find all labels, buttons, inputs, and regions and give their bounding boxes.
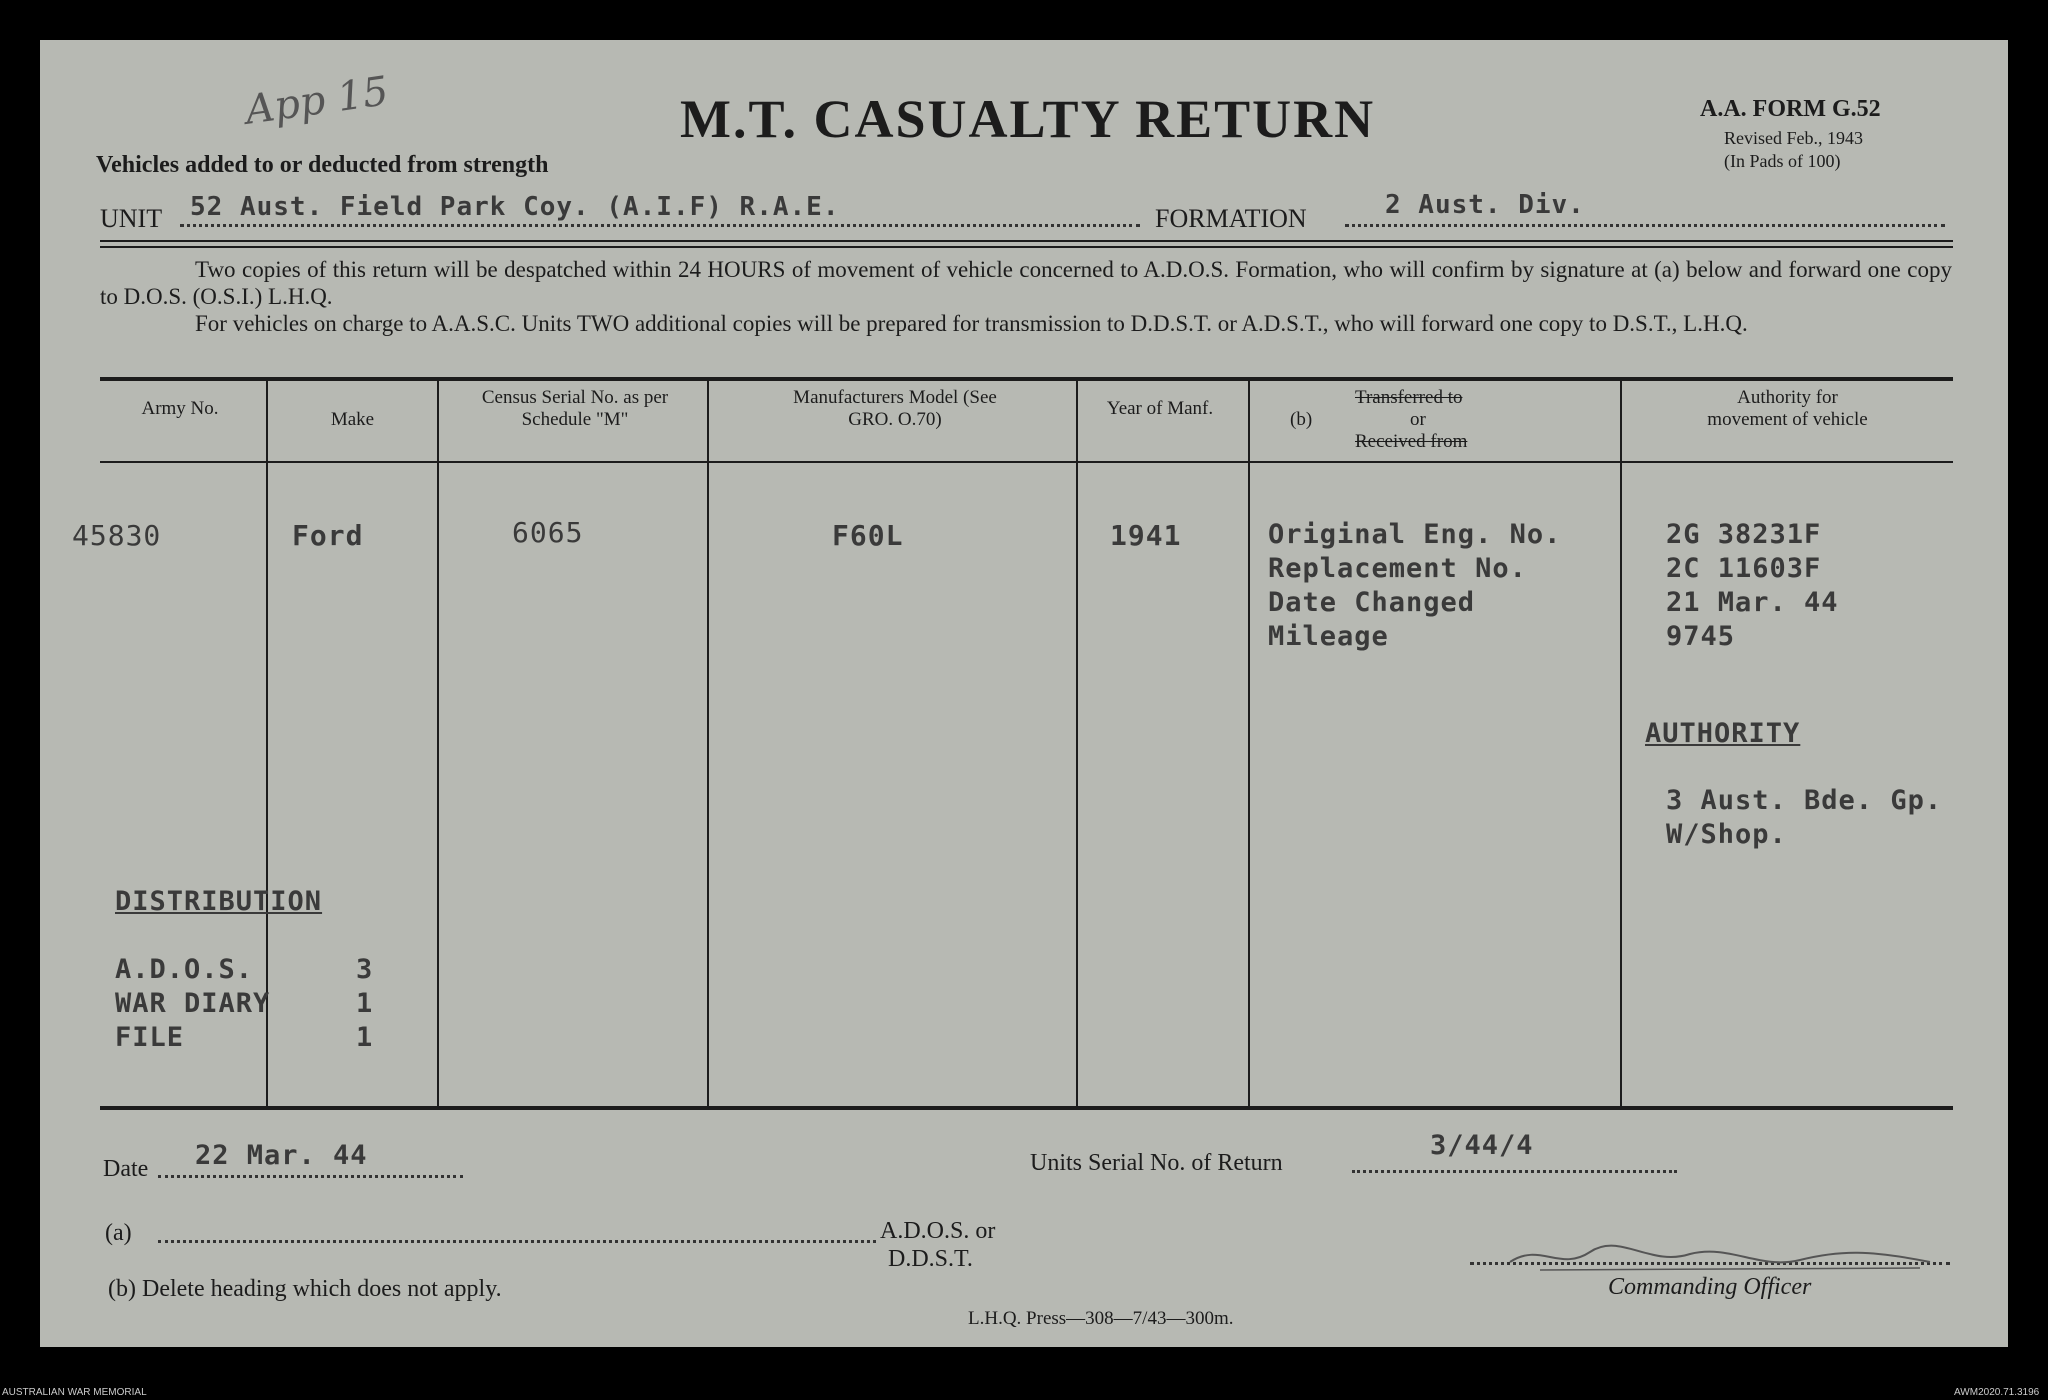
header-rule-1 (100, 240, 1953, 242)
printer-imprint: L.H.Q. Press—308—7/43—300m. (968, 1308, 1234, 1329)
col-header-model: Manufacturers Model (See GRO. O.70) (793, 387, 997, 430)
instructions-paragraph-2: For vehicles on charge to A.A.S.C. Units TWO additional copies will be prepared for transmission to D.D.S.T. or A.D.S.T., who will forward one copy to D.S.T., L.H.Q. (195, 311, 1748, 336)
table-bottom-rule (100, 1106, 1953, 1110)
detail-value-3: 21 Mar. 44 (1666, 587, 1839, 618)
cell-census: 6065 (512, 516, 584, 549)
formation-dotted-line (1345, 224, 1945, 227)
col-divider-2 (437, 381, 439, 1106)
instructions-paragraph-1: Two copies of this return will be despatched within 24 HOURS of movement of vehicle concerned to A.D.O.S. Formation, who will confirm by signature at (a) below and forward one copy to D.O.S. (O.S.I.) L.H.Q. (100, 257, 1952, 309)
col-header-transfer-line-1: Transferred to (1355, 387, 1463, 408)
co-label: Commanding Officer (1608, 1274, 1812, 1300)
distribution-heading: DISTRIBUTION (115, 886, 323, 917)
detail-value-2: 2C 11603F (1666, 553, 1822, 584)
col-header-year: Year of Manf. (1106, 398, 1214, 419)
archive-label-right: AWM2020.71.3196 (1954, 1387, 2040, 1398)
unit-label: UNIT (100, 204, 163, 233)
col-divider-3 (707, 381, 709, 1106)
col-header-army-no: Army No. (141, 398, 219, 419)
detail-label-2: Replacement No. (1268, 553, 1527, 584)
form-subtitle: Vehicles added to or deducted from strength (96, 152, 549, 178)
authority-heading: AUTHORITY (1645, 718, 1801, 749)
cell-model: F60L (832, 519, 904, 552)
serial-dotted-line (1352, 1170, 1677, 1173)
detail-label-3: Date Changed (1268, 587, 1476, 618)
distribution-item-count-3: 1 (356, 1022, 374, 1053)
col-header-census: Census Serial No. as per Schedule "M" (481, 387, 669, 430)
col-header-authority: Authority for movement of vehicle (1707, 387, 1868, 430)
col-header-transfer-line-3: Received from (1355, 431, 1468, 452)
distribution-item-count-1: 3 (356, 954, 374, 985)
cell-army-no: 45830 (72, 519, 162, 552)
detail-value-4: 9745 (1666, 621, 1736, 652)
detail-value-1: 2G 38231F (1666, 519, 1822, 550)
sig-a-label-2: D.D.S.T. (888, 1246, 973, 1272)
detail-label-1: Original Eng. No. (1268, 519, 1562, 550)
col-header-transfer-line-2: or (1410, 409, 1426, 430)
form-id: A.A. FORM G.52 (1700, 96, 1881, 122)
sig-a-dotted-line (158, 1240, 876, 1243)
header-underline (100, 461, 1953, 463)
note-b: (b) Delete heading which does not apply. (108, 1276, 502, 1302)
serial-label: Units Serial No. of Return (1030, 1150, 1283, 1176)
serial-value: 3/44/4 (1430, 1130, 1534, 1161)
form-revised: Revised Feb., 1943 (1724, 128, 1863, 148)
date-dotted-line (158, 1175, 463, 1178)
formation-label: FORMATION (1155, 204, 1307, 233)
distribution-item-name-1: A.D.O.S. (115, 954, 254, 985)
col-divider-6 (1620, 381, 1622, 1106)
handwritten-note: App 15 (242, 68, 392, 134)
distribution-item-count-2: 1 (356, 988, 374, 1019)
unit-value: 52 Aust. Field Park Coy. (A.I.F) R.A.E. (190, 192, 840, 222)
authority-line-2: W/Shop. (1666, 819, 1787, 850)
authority-line-1: 3 Aust. Bde. Gp. (1666, 785, 1943, 816)
detail-label-4: Mileage (1268, 621, 1389, 652)
unit-dotted-line (180, 224, 1140, 227)
sig-a-prefix: (a) (105, 1220, 132, 1246)
formation-value: 2 Aust. Div. (1385, 190, 1585, 220)
form-title: M.T. CASUALTY RETURN (680, 89, 1376, 149)
form-pads: (In Pads of 100) (1724, 151, 1841, 171)
table-top-rule (100, 377, 1953, 381)
date-value: 22 Mar. 44 (195, 1140, 368, 1171)
col-divider-5 (1248, 381, 1250, 1106)
cell-make: Ford (292, 519, 364, 552)
col-divider-4 (1076, 381, 1078, 1106)
col-header-transfer-prefix: (b) (1290, 409, 1313, 430)
archive-label-left: AUSTRALIAN WAR MEMORIAL (2, 1387, 147, 1398)
cell-year: 1941 (1110, 519, 1182, 552)
distribution-item-name-2: WAR DIARY (115, 988, 271, 1019)
sig-a-label-1: A.D.O.S. or (880, 1218, 996, 1244)
date-label: Date (103, 1156, 149, 1182)
distribution-item-name-3: FILE (115, 1022, 185, 1053)
col-header-make: Make (330, 409, 375, 430)
header-rule-2 (100, 246, 1953, 248)
